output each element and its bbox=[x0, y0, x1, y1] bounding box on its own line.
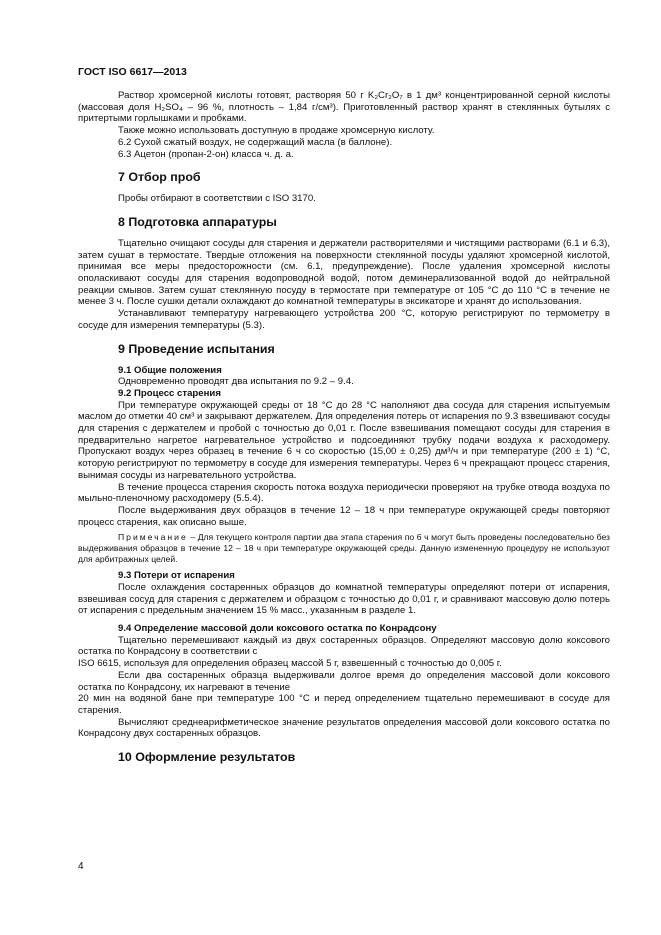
subsection-9-3-heading: 9.3 Потери от испарения bbox=[118, 570, 235, 582]
paragraph-9-3: После охлаждения состаренных образцов до комнатной температуры определяют потери от испарения, взвешивая сосуд для старения с держателем и образцом с точностью до 0,01 г, и сравнивают массовую долю потерь от испарения с предельным значением 15 % масс., указанным в разделе 1. bbox=[78, 581, 610, 617]
section-7-heading: 7 Отбор проб bbox=[118, 170, 201, 185]
paragraph-9-2-2: В течение процесса старения скорость потока воздуха периодически проверяют на трубке отвода воздуха по мыльно-пленочному расходомеру (5.5.4). bbox=[78, 481, 610, 505]
section-8-heading: 8 Подготовка аппаратуры bbox=[118, 214, 277, 229]
paragraph-9-4-3: Вычисляют среднеарифметическое значение результатов определения массовой доли коксового остатка по Конрадсону двух состаренных образцов. bbox=[78, 716, 610, 740]
paragraph-8-1: Тщательно очищают сосуды для старения и держатели растворителями и чистящими растворами (6.1 и 6.3), затем сушат в термостате. Твердые отложения на поверхности стеклянной посуды удаляют хромсерной кислотой, принимая все меры предосторожности (см. 6.1, предупреждение). После удаления хромсерной кислоты ополаскивают сосуды для старения водопроводной водой, потом деминерализованной водой до нейтральной реакции смывов. Затем сушат стеклянную посуду в термостате при температуре от 105 °С до 110 °С в течение не менее 3 ч. После сушки детали охлаждают до комнатной температуры в эксикаторе и хранят до использования. bbox=[78, 237, 610, 308]
paragraph-9-4-1b: ISO 6615, используя для определения образец массой 5 г, взвешенный с точностью до 0,005 г. bbox=[78, 658, 502, 670]
paragraph-9-4-2a: Если два состаренных образца выдерживали долгое время до определения массовой доли коксового остатка по Конрадсону, их нагревают в течение bbox=[78, 669, 610, 693]
section-9-heading: 9 Проведение испытания bbox=[118, 341, 275, 356]
page-number: 4 bbox=[78, 861, 84, 872]
paragraph-6-2: 6.2 Сухой сжатый воздух, не содержащий масла (в баллоне). bbox=[118, 136, 393, 148]
paragraph-9-4-1a: Тщательно перемешивают каждый из двух состаренных образцов. Определяют массовую долю коксового остатка по Конрадсону в соответствии с bbox=[78, 634, 610, 658]
paragraph-9-4-2b: 20 мин на водяной бане при температуре 100 °С и перед определением тщательно перемешивают в сосуде для старения. bbox=[78, 693, 610, 716]
subsection-9-2-heading: 9.2 Процесс старения bbox=[118, 387, 221, 399]
note bbox=[78, 532, 610, 564]
paragraph-7: Пробы отбирают в соответствии с ISO 3170. bbox=[118, 193, 316, 205]
paragraph-chromic-acid-commercial: Также можно использовать доступную в продаже хромсерную кислоту. bbox=[118, 125, 435, 137]
paragraph-chromic-acid-preparation: Раствор хромсерной кислоты готовят, растворяя 50 г K₂Cr₂O₇ в 1 дм³ концентрированной серной кислоты (массовая доля H₂SO₄ – 96 %, плотность – 1,84 г/см³). Приготовленный раствор хранят в стеклянных бутылях с притертыми горлышками и пробками. bbox=[78, 90, 610, 125]
note-label: Примечание bbox=[118, 532, 188, 543]
subsection-9-4-heading: 9.4 Определение массовой доли коксового остатка по Конрадсону bbox=[118, 622, 437, 634]
paragraph-9-2-1: При температуре окружающей среды от 18 °С до 28 °С наполняют два сосуда для старения испытуемым маслом до отметки 40 см³ и закрывают держателем. Для определения потерь от испарения по 9.3 взвешивают сосуды для старения с держателем и пробой с точностью до 0,01 г. После взвешивания помещают сосуды для старения в предварительно нагретое нагревательное устройство и подсоединяют трубку подачи воздуха к расходомеру. Пропускают воздух через образец в течение 6 ч со скоростью (15,00 ± 0,25) дм³/ч и при температуре (200 ± 1) °С, которую регистрируют по термометру в сосуде для измерения температуры. Через 6 ч прекращают процесс старения, вынимая сосуды из нагревательного устройства. bbox=[78, 399, 610, 481]
section-10-heading: 10 Оформление результатов bbox=[118, 750, 296, 765]
paragraph-8-2: Устанавливают температуру нагревающего устройства 200 °С, которую регистрируют по термометру в сосуде для измерения температуры (5.3). bbox=[78, 308, 610, 331]
note-text: – Для текущего контроля партии два этапа старения по 6 ч могут быть проведены последовательно без выдерживания образцов в течение 12 – 18 ч при температуре окружающей среды. Данную измененную процедуру не используют для арбитражных целей. bbox=[78, 532, 610, 564]
document-body bbox=[78, 90, 610, 773]
paragraph-9-1: Одновременно проводят два испытания по 9.2 – 9.4. bbox=[118, 376, 354, 388]
document-header: ГОСТ ISO 6617—2013 bbox=[78, 66, 187, 78]
paragraph-9-2-3: После выдерживания двух образцов в течение 12 – 18 ч при температуре окружающей среды повторяют процесс старения, как описано выше. bbox=[78, 504, 610, 528]
subsection-9-1-heading: 9.1 Общие положения bbox=[118, 364, 222, 376]
paragraph-6-3: 6.3 Ацетон (пропан-2-он) класса ч. д. а. bbox=[118, 148, 294, 160]
